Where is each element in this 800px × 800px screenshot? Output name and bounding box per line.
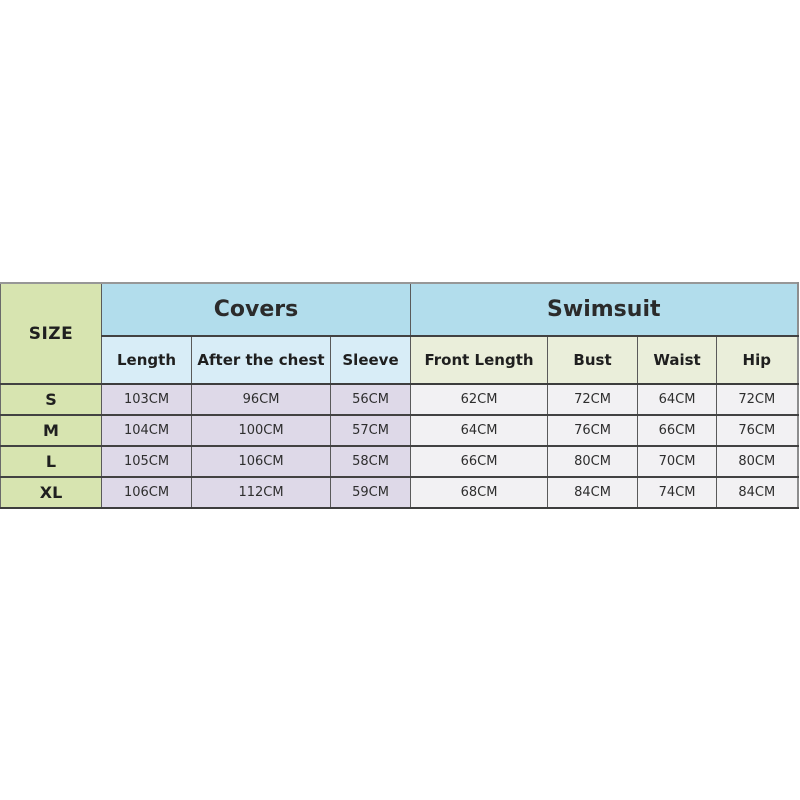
data-cell: 64CM	[411, 415, 548, 446]
data-cell: 104CM	[102, 415, 192, 446]
data-cell: 62CM	[411, 384, 548, 415]
data-cell: 58CM	[331, 446, 411, 477]
col-header-sleeve: Sleeve	[331, 336, 411, 384]
group-header-swimsuit: Swimsuit	[411, 283, 798, 336]
data-cell: 80CM	[717, 446, 798, 477]
size-label: S	[1, 384, 102, 415]
table-row-xl	[1, 477, 798, 508]
data-cell: 64CM	[638, 384, 717, 415]
data-cell: 56CM	[331, 384, 411, 415]
col-header-after-the-chest: After the chest	[192, 336, 331, 384]
size-corner-header: SIZE	[1, 283, 102, 384]
col-header-length: Length	[102, 336, 192, 384]
size-chart-table	[0, 282, 799, 509]
data-cell: 72CM	[548, 384, 638, 415]
data-cell: 76CM	[548, 415, 638, 446]
data-cell: 76CM	[717, 415, 798, 446]
size-label: XL	[1, 477, 102, 508]
size-label: M	[1, 415, 102, 446]
data-cell: 103CM	[102, 384, 192, 415]
col-header-front-length: Front Length	[411, 336, 548, 384]
data-cell: 72CM	[717, 384, 798, 415]
table-row-m	[1, 415, 798, 446]
data-cell: 100CM	[192, 415, 331, 446]
data-cell: 59CM	[331, 477, 411, 508]
data-cell: 66CM	[411, 446, 548, 477]
col-header-waist: Waist	[638, 336, 717, 384]
group-header-row	[1, 283, 798, 336]
data-cell: 68CM	[411, 477, 548, 508]
table-row-l	[1, 446, 798, 477]
data-cell: 80CM	[548, 446, 638, 477]
data-cell: 105CM	[102, 446, 192, 477]
data-cell: 112CM	[192, 477, 331, 508]
size-label: L	[1, 446, 102, 477]
data-cell: 84CM	[548, 477, 638, 508]
col-header-hip: Hip	[717, 336, 798, 384]
data-cell: 66CM	[638, 415, 717, 446]
data-cell: 57CM	[331, 415, 411, 446]
data-cell: 106CM	[192, 446, 331, 477]
table-row-s	[1, 384, 798, 415]
data-cell: 84CM	[717, 477, 798, 508]
data-cell: 106CM	[102, 477, 192, 508]
column-header-row	[1, 336, 798, 384]
data-cell: 70CM	[638, 446, 717, 477]
data-cell: 96CM	[192, 384, 331, 415]
data-cell: 74CM	[638, 477, 717, 508]
group-header-covers: Covers	[102, 283, 411, 336]
col-header-bust: Bust	[548, 336, 638, 384]
